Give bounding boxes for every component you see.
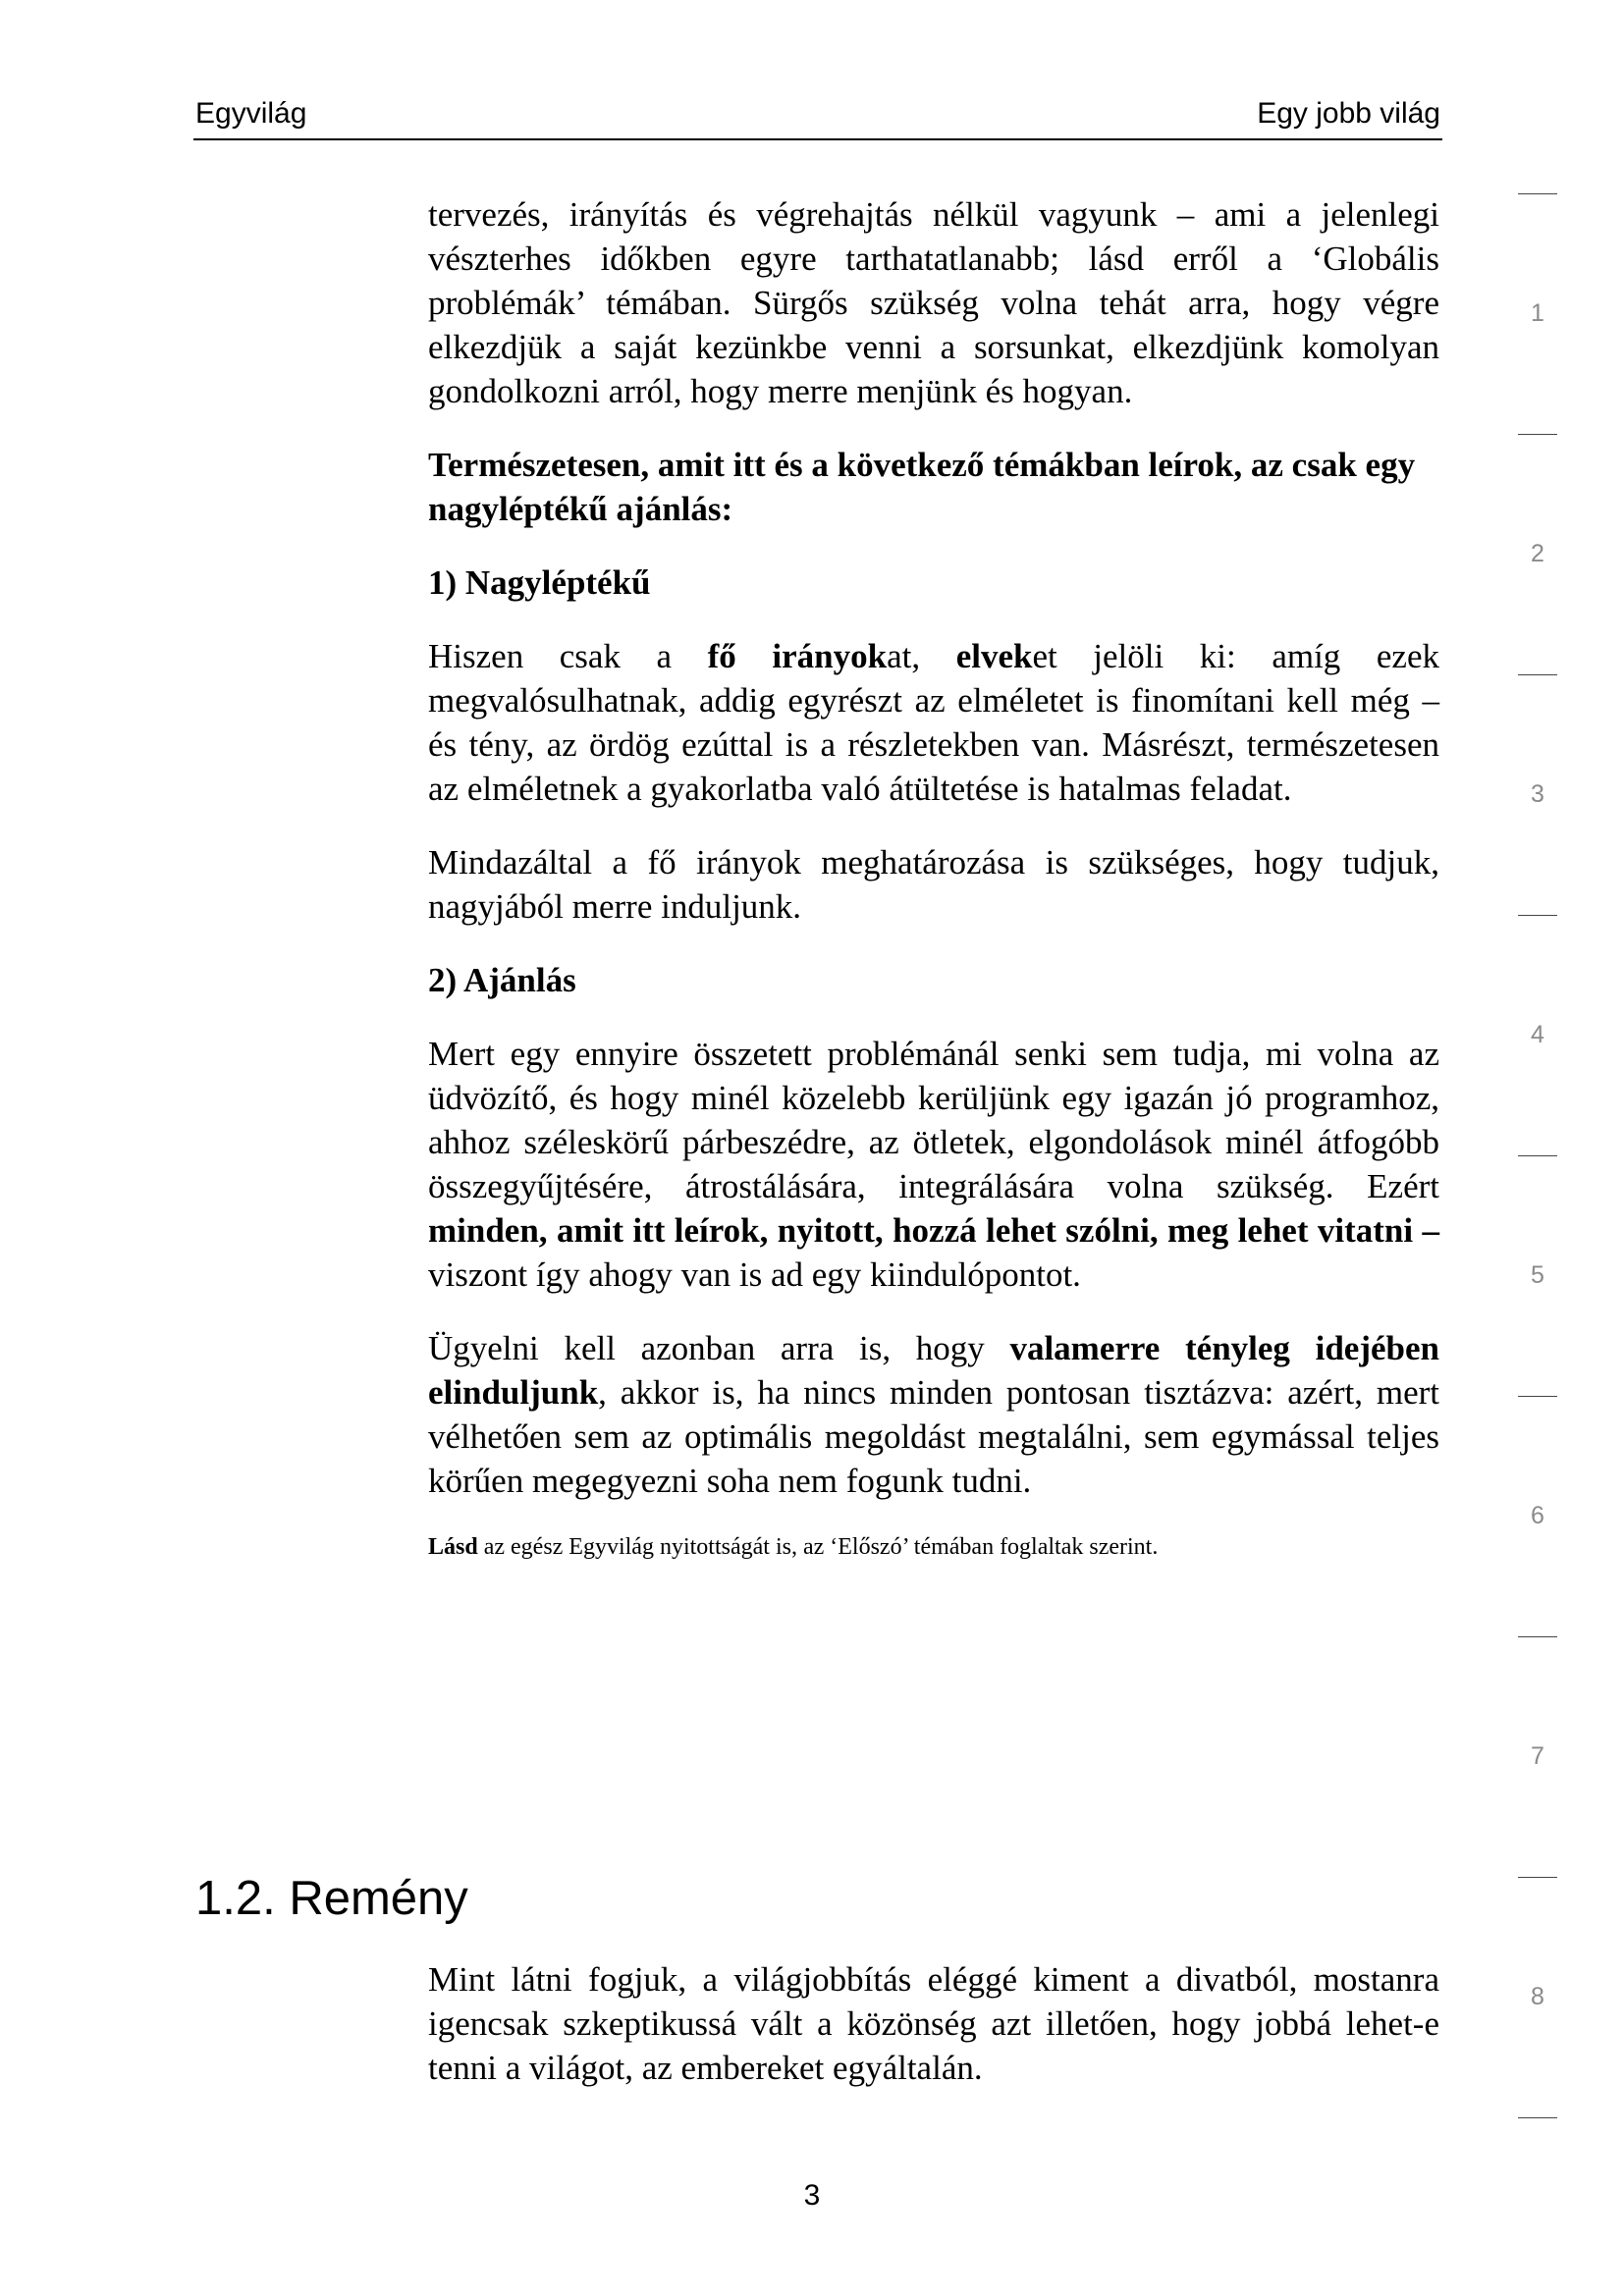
subheading-ajanlas: 2) Ajánlás: [428, 961, 576, 999]
margin-number: 3: [1531, 780, 1544, 808]
main-text-block: [428, 192, 1439, 1591]
margin-rule: [1518, 915, 1557, 916]
margin-number: 6: [1531, 1502, 1544, 1529]
margin-rule: [1518, 1877, 1557, 1878]
margin-number: 1: [1531, 299, 1544, 327]
margin-rule: [1518, 1636, 1557, 1637]
margin-number: 5: [1531, 1261, 1544, 1289]
header-title-left: Egyvilág: [195, 97, 307, 130]
paragraph: Ügyelni kell azonban arra is, hogy valamerre tényleg idejében elinduljunk, akkor is, ha nincs minden pontosan tisztázva: azért, mert vélhetően sem az optimális megoldást megtalálni, sem egymással teljes körűen megegyezni soha nem fogunk tudni.: [428, 1329, 1439, 1500]
section-text-block: [428, 1957, 1439, 2119]
margin-number: 4: [1531, 1021, 1544, 1048]
paragraph: Hiszen csak a fő irányokat, elveket jelöli ki: amíg ezek megvalósulhatnak, addig egyrészt az elméletet is finomítani kell még – és tény, az ördög ezúttal is a részletekben van. Másrészt, természetesen az elméletnek a gyakorlatba való átültetése is hatalmas feladat.: [428, 637, 1439, 808]
subheading-nagyleptek: 1) Nagyléptékű: [428, 563, 651, 602]
margin-rule: [1518, 1155, 1557, 1156]
margin-rule: [1518, 193, 1557, 194]
margin-rule: [1518, 1396, 1557, 1397]
margin-number: 8: [1531, 1983, 1544, 2010]
header-title-right: Egy jobb világ: [1257, 97, 1440, 130]
page-number: 3: [803, 2179, 821, 2212]
margin-number: 2: [1531, 540, 1544, 567]
paragraph: tervezés, irányítás és végrehajtás nélkül vagyunk – ami a jelenlegi vészterhes időkben egyre tarthatatlanabb; lásd erről a ‘Globális problémák’ témában. Sürgős szükség volna tehát arra, hogy végre elkezdjük a saját kezünkbe venni a sorsunkat, elkezdjünk komolyan gondolkozni arról, hogy merre menjünk és hogyan.: [428, 195, 1439, 410]
section-heading: 1.2. Remény: [195, 1872, 468, 1925]
paragraph-bold: Természetesen, amit itt és a következő témákban leírok, az csak egy nagyléptékű ajánlás:: [428, 446, 1416, 528]
margin-number: 7: [1531, 1742, 1544, 1770]
margin-rule: [1518, 2117, 1557, 2118]
paragraph: Mert egy ennyire összetett problémánál senki sem tudja, mi volna az üdvözítő, és hogy minél közelebb kerüljünk egy igazán jó programhoz, ahhoz széleskörű párbeszédre, az ötletek, elgondolások minél átfogóbb összegyűjtésére, átrostálására, integrálására volna szükség. Ezért minden, amit itt leírok, nyitott, hozzá lehet szólni, meg lehet vitatni – viszont így ahogy van is ad egy kiindulópontot.: [428, 1035, 1439, 1294]
footnote: Lásd az egész Egyvilág nyitottságát is, az ‘Előszó’ témában foglaltak szerint.: [428, 1534, 1159, 1560]
paragraph: Mindazáltal a fő irányok meghatározása is szükséges, hogy tudjuk, nagyjából merre induljunk.: [428, 843, 1439, 926]
paragraph: Mint látni fogjuk, a világjobbítás eléggé kiment a divatból, mostanra igencsak szkeptikussá vált a közönség azt illetően, hogy jobbá lehet-e tenni a világot, az embereket egyáltalán.: [428, 1960, 1439, 2087]
running-header: [193, 93, 1442, 140]
margin-rule: [1518, 434, 1557, 435]
margin-rule: [1518, 674, 1557, 675]
